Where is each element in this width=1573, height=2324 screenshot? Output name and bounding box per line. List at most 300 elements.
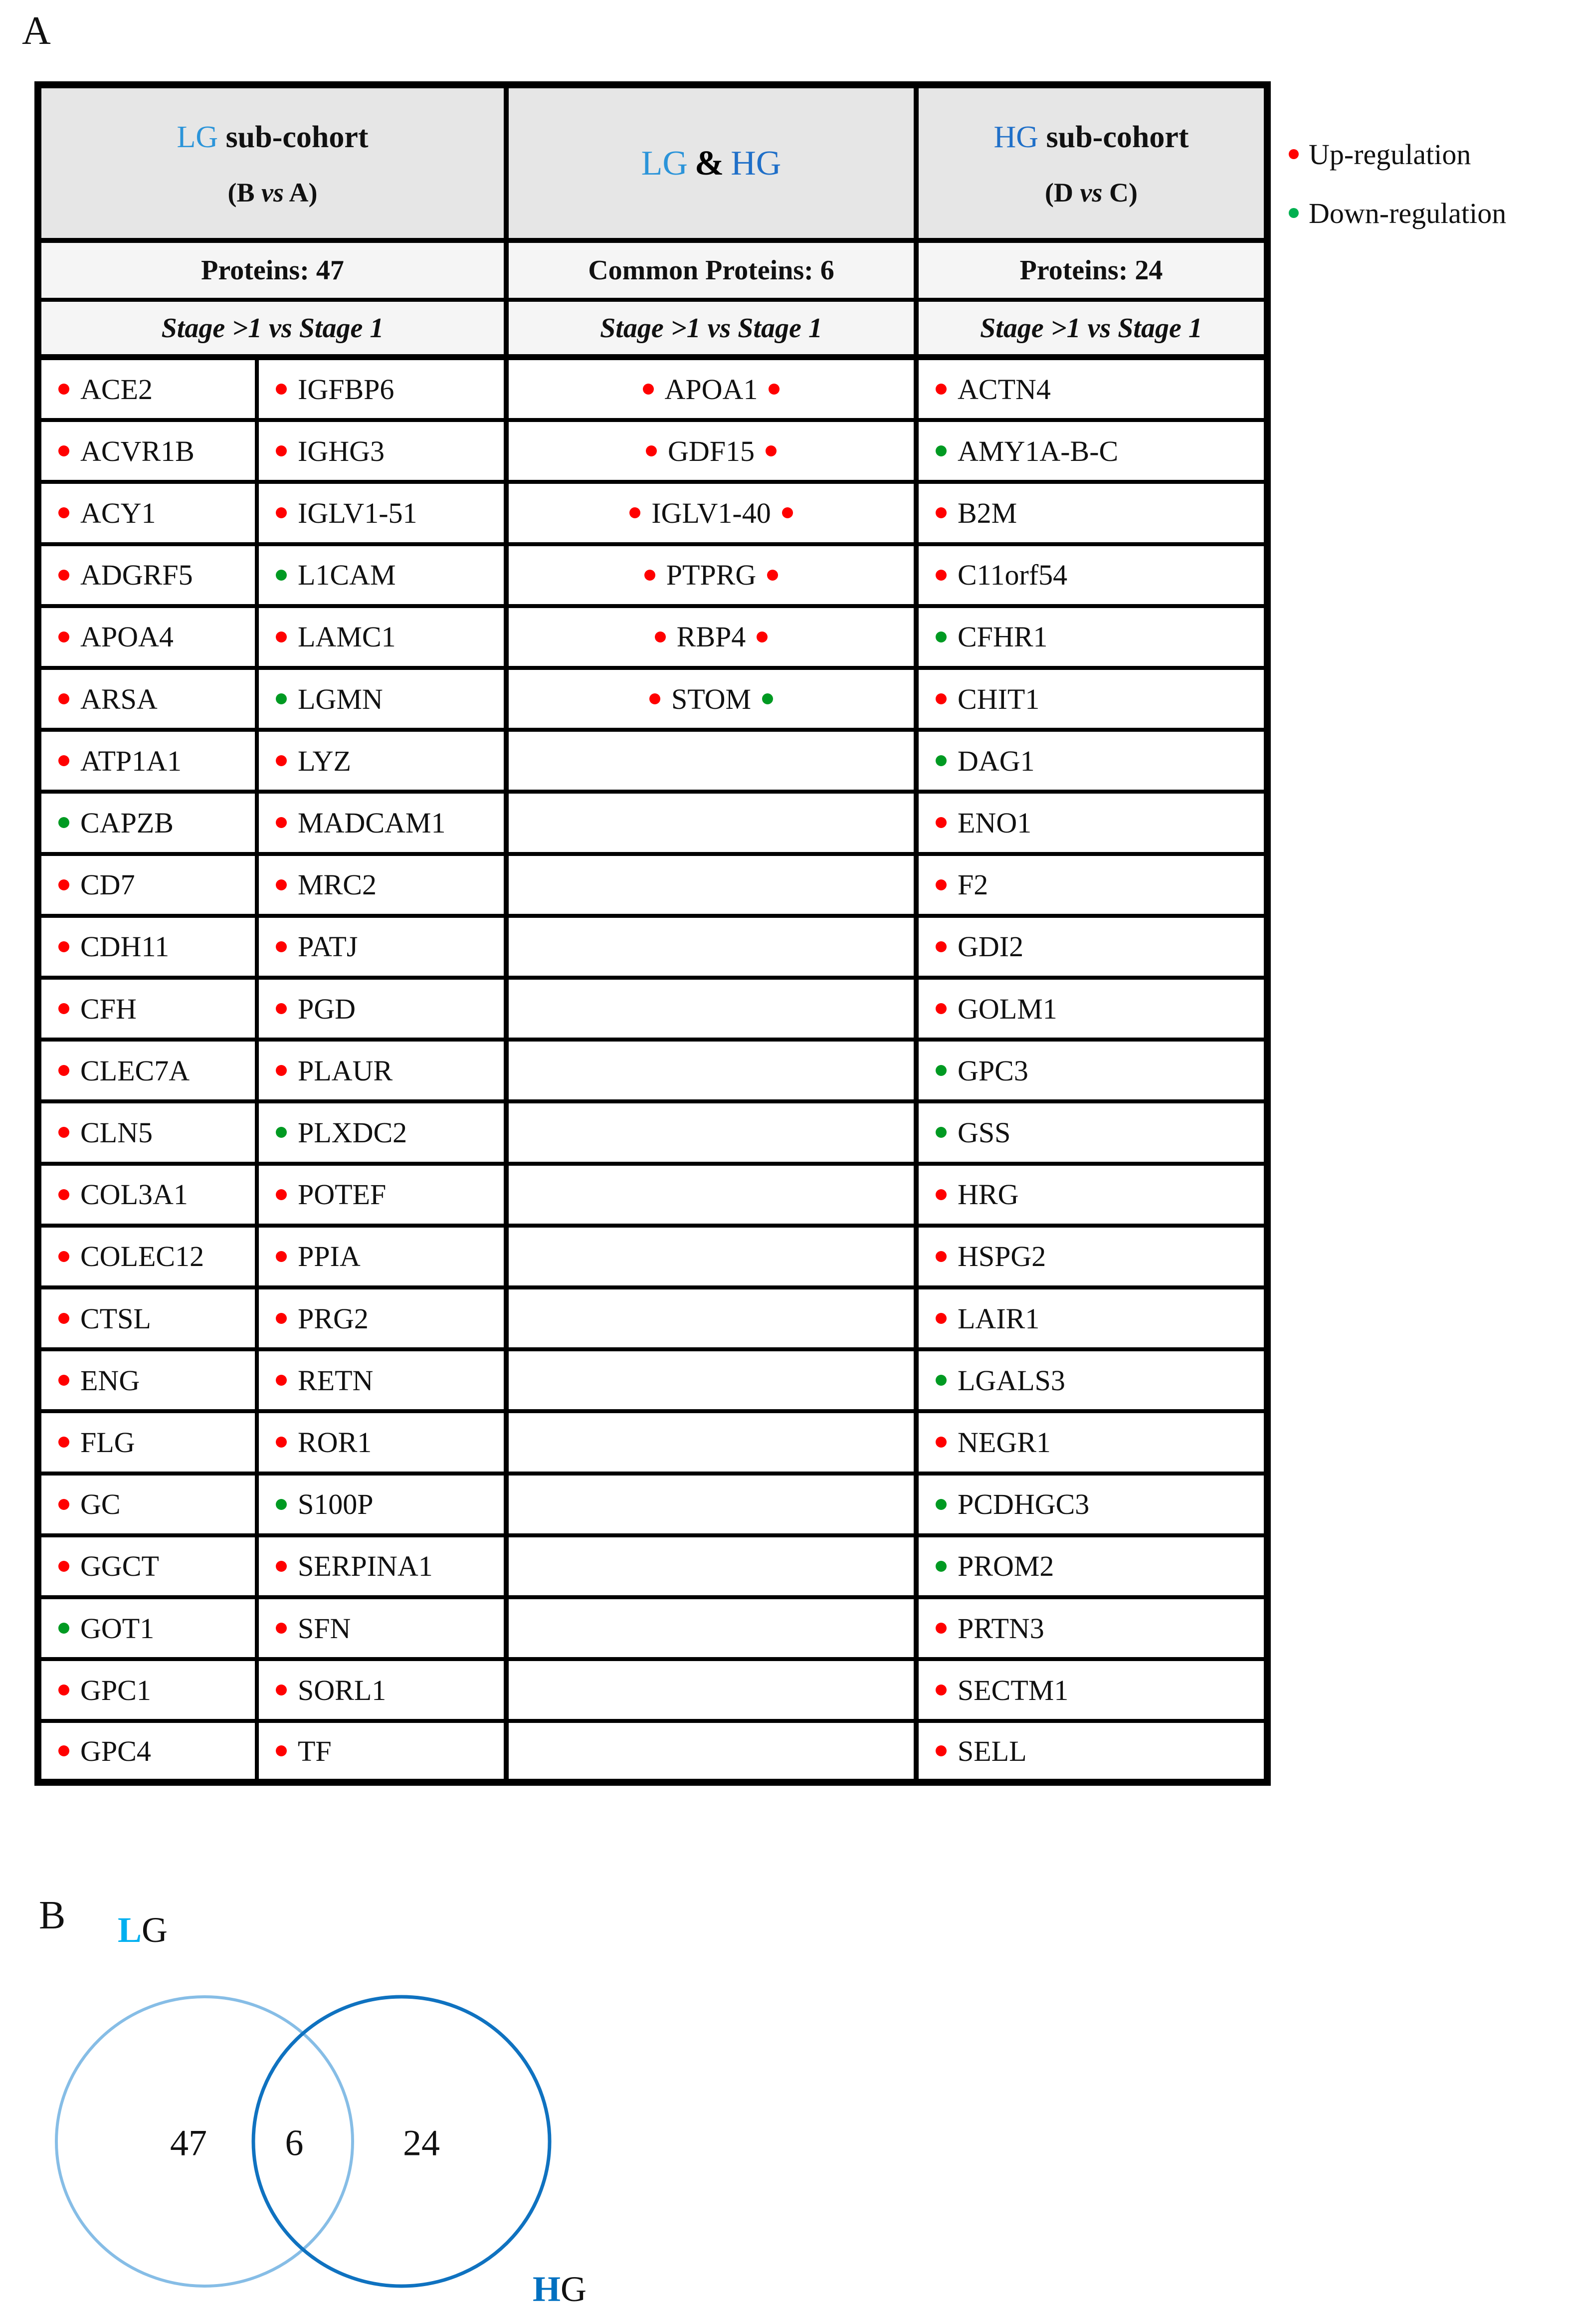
common-column-header <box>509 88 914 243</box>
lg-cell-right <box>259 1166 504 1224</box>
protein-name: STOM <box>671 682 752 715</box>
table-row <box>509 794 914 855</box>
common-cell <box>509 1723 914 1779</box>
green-dot-icon <box>1289 208 1299 218</box>
red-dot-icon <box>58 1499 69 1510</box>
lg-stage-label: Stage >1 vs Stage 1 <box>41 302 504 360</box>
venn-hg-only-count: 24 <box>403 2122 440 2164</box>
protein-name: ACE2 <box>80 373 153 406</box>
hg-cell <box>919 670 1264 728</box>
common-cell <box>509 1228 914 1285</box>
lg-cell-right <box>259 484 504 542</box>
ampersand: & <box>694 144 724 183</box>
lg-cell-left <box>41 608 259 666</box>
red-dot-icon <box>936 384 947 395</box>
lg-tag: LG <box>177 120 218 154</box>
table-row <box>41 1228 504 1289</box>
table-row <box>509 1661 914 1723</box>
lg-cell-left <box>41 670 259 728</box>
protein-name: ENG <box>80 1364 140 1397</box>
table-row <box>509 918 914 980</box>
hg-sub-cohort-column <box>919 88 1264 1779</box>
green-dot-icon <box>936 445 947 456</box>
red-dot-icon <box>936 1685 947 1695</box>
common-column-title <box>641 130 782 197</box>
green-dot-icon <box>762 693 773 704</box>
table-row <box>509 980 914 1042</box>
hg-stage-label: Stage >1 vs Stage 1 <box>919 302 1264 360</box>
red-dot-icon <box>58 384 69 395</box>
protein-name: PRG2 <box>298 1302 369 1335</box>
protein-name: CD7 <box>80 868 135 901</box>
red-dot-icon <box>629 507 640 518</box>
lg-cell-right <box>259 1228 504 1285</box>
red-dot-icon <box>936 1745 947 1756</box>
lg-cell-left <box>41 1723 259 1779</box>
red-dot-icon <box>936 1251 947 1262</box>
protein-name: RETN <box>298 1364 374 1397</box>
protein-name: IGLV1-40 <box>651 496 771 529</box>
table-row <box>41 546 504 608</box>
table-row <box>919 980 1264 1042</box>
lg-cell-right <box>259 1289 504 1347</box>
protein-name: APOA4 <box>80 621 174 653</box>
table-row <box>919 918 1264 980</box>
table-row <box>41 1661 504 1723</box>
green-dot-icon <box>276 570 287 581</box>
table-row <box>919 1476 1264 1537</box>
protein-name: GPC4 <box>80 1734 151 1767</box>
red-dot-icon <box>276 817 287 828</box>
red-dot-icon <box>276 384 287 395</box>
red-dot-icon <box>58 1189 69 1200</box>
lg-cell-left <box>41 794 259 851</box>
protein-name: PROM2 <box>958 1550 1054 1583</box>
lg-cell-left <box>41 1042 259 1099</box>
table-row <box>509 732 914 794</box>
comparison-vs: vs <box>261 177 284 208</box>
table-row <box>919 1723 1264 1779</box>
lg-cell-left <box>41 856 259 914</box>
protein-name: PPIA <box>298 1240 361 1273</box>
table-row <box>509 1103 914 1165</box>
common-cell <box>509 360 914 418</box>
common-cell <box>509 1476 914 1533</box>
red-dot-icon <box>58 1313 69 1324</box>
table-row <box>509 484 914 546</box>
protein-name: GOLM1 <box>958 992 1057 1025</box>
hg-cell <box>919 1351 1264 1409</box>
table-row <box>509 360 914 422</box>
green-dot-icon <box>276 1499 287 1510</box>
protein-name: PLAUR <box>298 1054 393 1087</box>
red-dot-icon <box>936 507 947 518</box>
lg-cell-left <box>41 546 259 604</box>
common-stage-label: Stage >1 vs Stage 1 <box>509 302 914 360</box>
table-row <box>41 1103 504 1165</box>
red-dot-icon <box>58 445 69 456</box>
table-row <box>509 1289 914 1351</box>
venn-l-letter: L <box>118 1910 142 1950</box>
table-row <box>919 1289 1264 1351</box>
table-row <box>509 1537 914 1599</box>
red-dot-icon <box>58 1127 69 1138</box>
protein-name: IGHG3 <box>298 434 385 467</box>
red-dot-icon <box>58 1437 69 1448</box>
table-row <box>509 1351 914 1413</box>
red-dot-icon <box>276 755 287 766</box>
common-cell <box>509 856 914 914</box>
hg-cell <box>919 546 1264 604</box>
hg-comparison <box>1045 167 1138 218</box>
hg-cell <box>919 1289 1264 1347</box>
green-dot-icon <box>276 1127 287 1138</box>
common-cell <box>509 608 914 666</box>
red-dot-icon <box>936 1003 947 1014</box>
protein-name: NEGR1 <box>958 1426 1051 1459</box>
protein-name: CFH <box>80 992 137 1025</box>
venn-intersection-count: 6 <box>285 2122 304 2164</box>
lg-cell-right <box>259 1413 504 1471</box>
table-row <box>509 1599 914 1661</box>
common-cell <box>509 732 914 790</box>
table-row <box>509 422 914 484</box>
table-row <box>41 1351 504 1413</box>
protein-name: MADCAM1 <box>298 806 446 839</box>
red-dot-icon <box>276 1623 287 1634</box>
table-row <box>919 1103 1264 1165</box>
table-row <box>509 856 914 918</box>
red-dot-icon <box>276 632 287 642</box>
lg-cell-left <box>41 1476 259 1533</box>
red-dot-icon <box>58 879 69 890</box>
regulation-legend <box>1289 125 1506 242</box>
comparison-part: (B <box>227 177 261 208</box>
table-row <box>41 732 504 794</box>
lg-cell-left <box>41 1351 259 1409</box>
protein-name: ACVR1B <box>80 434 195 467</box>
red-dot-icon <box>276 879 287 890</box>
table-row <box>41 1413 504 1475</box>
lg-cell-left <box>41 1289 259 1347</box>
protein-name: LYZ <box>298 744 351 777</box>
venn-g-letter: G <box>561 2269 587 2309</box>
table-row <box>509 670 914 732</box>
hg-cell <box>919 918 1264 976</box>
comparison-vs: vs <box>1080 177 1103 208</box>
protein-name: FLG <box>80 1426 135 1459</box>
table-row <box>919 608 1264 670</box>
red-dot-icon <box>58 632 69 642</box>
table-row <box>41 856 504 918</box>
lg-cell-right <box>259 1537 504 1595</box>
lg-cell-right <box>259 1042 504 1099</box>
venn-lg-only-count: 47 <box>170 2122 207 2164</box>
common-cell <box>509 1289 914 1347</box>
hg-cell <box>919 1723 1264 1779</box>
protein-name: GGCT <box>80 1550 159 1583</box>
protein-name: ARSA <box>80 682 158 715</box>
venn-circles <box>0 1846 648 2322</box>
table-row <box>919 1661 1264 1723</box>
common-cell <box>509 1413 914 1471</box>
lg-protein-rows <box>41 360 504 1779</box>
red-dot-icon <box>936 1437 947 1448</box>
table-row <box>919 1351 1264 1413</box>
lg-cell-left <box>41 732 259 790</box>
red-dot-icon <box>58 1065 69 1076</box>
table-row <box>41 1289 504 1351</box>
comparison-part: A) <box>283 177 318 208</box>
protein-name: LAIR1 <box>958 1302 1040 1335</box>
protein-name: LGMN <box>298 682 383 715</box>
hg-tag: HG <box>993 120 1039 154</box>
venn-lg-label <box>118 1909 168 1951</box>
red-dot-icon <box>58 755 69 766</box>
hg-title-rest: sub-cohort <box>1046 120 1189 154</box>
protein-name: SELL <box>958 1734 1027 1767</box>
lg-column-header <box>41 88 504 243</box>
table-row <box>509 1166 914 1228</box>
protein-name: HRG <box>958 1178 1019 1211</box>
protein-name: COL3A1 <box>80 1178 188 1211</box>
red-dot-icon <box>276 445 287 456</box>
protein-name: L1CAM <box>298 559 396 592</box>
venn-h-letter: H <box>533 2269 561 2309</box>
lg-cell-right <box>259 670 504 728</box>
green-dot-icon <box>936 1375 947 1386</box>
protein-name: ACTN4 <box>958 373 1051 406</box>
red-dot-icon <box>782 507 793 518</box>
lg-cell-left <box>41 1537 259 1595</box>
red-dot-icon <box>766 445 777 456</box>
table-row <box>41 1166 504 1228</box>
protein-name: S100P <box>298 1488 374 1521</box>
table-row <box>41 980 504 1042</box>
red-dot-icon <box>58 1375 69 1386</box>
hg-cell <box>919 732 1264 790</box>
green-dot-icon <box>936 632 947 642</box>
table-row <box>919 794 1264 855</box>
green-dot-icon <box>276 693 287 704</box>
table-row <box>919 484 1264 546</box>
comparison-part: C) <box>1102 177 1138 208</box>
lg-cell-right <box>259 1476 504 1533</box>
table-row <box>41 918 504 980</box>
protein-name: GPC3 <box>958 1054 1028 1087</box>
table-row <box>41 484 504 546</box>
common-cell <box>509 1166 914 1224</box>
hg-protein-count: Proteins: 24 <box>919 243 1264 302</box>
protein-name: IGLV1-51 <box>298 496 417 529</box>
lg-cell-left <box>41 360 259 418</box>
table-row <box>41 608 504 670</box>
red-dot-icon <box>936 941 947 952</box>
table-row <box>509 1723 914 1779</box>
hg-cell <box>919 1103 1264 1161</box>
common-cell <box>509 1042 914 1099</box>
red-dot-icon <box>936 570 947 581</box>
legend-label: Up-regulation <box>1309 138 1471 171</box>
protein-name: B2M <box>958 496 1017 529</box>
hg-cell <box>919 1228 1264 1285</box>
table-row <box>919 732 1264 794</box>
table-row <box>919 1599 1264 1661</box>
hg-cell <box>919 1042 1264 1099</box>
common-cell <box>509 484 914 542</box>
red-dot-icon <box>58 1745 69 1756</box>
protein-name: APOA1 <box>664 373 758 406</box>
red-dot-icon <box>936 879 947 890</box>
lg-cell-right <box>259 980 504 1038</box>
protein-name: GOT1 <box>80 1612 155 1645</box>
protein-name: GPC1 <box>80 1674 151 1706</box>
red-dot-icon <box>276 1065 287 1076</box>
red-dot-icon <box>58 1003 69 1014</box>
protein-name: PTPRG <box>666 559 757 592</box>
lg-sub-cohort-column <box>41 88 509 1779</box>
table-row <box>41 794 504 855</box>
red-dot-icon <box>655 632 666 642</box>
legend-item-up <box>1289 125 1506 184</box>
protein-name: RBP4 <box>676 621 746 653</box>
protein-name: MRC2 <box>298 868 377 901</box>
protein-name: ACY1 <box>80 496 156 529</box>
hg-cell <box>919 422 1264 480</box>
table-row <box>41 670 504 732</box>
table-row <box>919 856 1264 918</box>
hg-cell <box>919 1413 1264 1471</box>
lg-cell-left <box>41 1413 259 1471</box>
lg-cell-left <box>41 918 259 976</box>
table-row <box>919 1413 1264 1475</box>
common-cell <box>509 794 914 851</box>
table-row <box>509 1228 914 1289</box>
hg-tag: HG <box>731 144 782 183</box>
common-cell <box>509 546 914 604</box>
protein-name: LGALS3 <box>958 1364 1065 1397</box>
panel-b-label: B <box>39 1894 66 1937</box>
common-cell <box>509 1661 914 1719</box>
red-dot-icon <box>58 1251 69 1262</box>
red-dot-icon <box>276 1437 287 1448</box>
hg-cell <box>919 1166 1264 1224</box>
red-dot-icon <box>936 1313 947 1324</box>
lg-tag: LG <box>641 144 688 183</box>
red-dot-icon <box>58 507 69 518</box>
protein-name: CLN5 <box>80 1116 153 1149</box>
protein-name: SORL1 <box>298 1674 387 1706</box>
lg-cell-left <box>41 1661 259 1719</box>
comparison-part: (D <box>1045 177 1080 208</box>
table-row <box>919 546 1264 608</box>
red-dot-icon <box>936 1189 947 1200</box>
protein-name: GDI2 <box>958 930 1024 963</box>
common-cell <box>509 1599 914 1657</box>
hg-cell <box>919 794 1264 851</box>
red-dot-icon <box>936 1623 947 1634</box>
hg-cell <box>919 980 1264 1038</box>
red-dot-icon <box>58 570 69 581</box>
lg-comparison <box>228 167 318 218</box>
hg-cell <box>919 1537 1264 1595</box>
red-dot-icon <box>276 1745 287 1756</box>
protein-name: SECTM1 <box>958 1674 1069 1706</box>
protein-name: SERPINA1 <box>298 1550 433 1583</box>
red-dot-icon <box>767 570 778 581</box>
table-row <box>919 1166 1264 1228</box>
table-row <box>41 1042 504 1103</box>
table-row <box>919 422 1264 484</box>
table-row <box>919 1042 1264 1103</box>
protein-name: CAPZB <box>80 806 174 839</box>
protein-name: AMY1A-B-C <box>958 434 1119 467</box>
protein-name: F2 <box>958 868 988 901</box>
legend-item-down <box>1289 184 1506 242</box>
hg-cell <box>919 484 1264 542</box>
common-cell <box>509 1537 914 1595</box>
table-row <box>41 1537 504 1599</box>
lg-cell-left <box>41 484 259 542</box>
green-dot-icon <box>936 755 947 766</box>
common-protein-rows <box>509 360 914 1779</box>
protein-name: ATP1A1 <box>80 744 182 777</box>
table-row <box>41 360 504 422</box>
lg-cell-right <box>259 1103 504 1161</box>
red-dot-icon <box>276 1313 287 1324</box>
protein-name: TF <box>298 1734 332 1767</box>
lg-column-title <box>177 108 368 167</box>
red-dot-icon <box>276 507 287 518</box>
lg-title-rest: sub-cohort <box>225 120 369 154</box>
red-dot-icon <box>276 1251 287 1262</box>
protein-name: POTEF <box>298 1178 387 1211</box>
protein-name: ROR1 <box>298 1426 372 1459</box>
hg-protein-rows <box>919 360 1264 1779</box>
red-dot-icon <box>276 1375 287 1386</box>
green-dot-icon <box>936 1127 947 1138</box>
green-dot-icon <box>936 1499 947 1510</box>
lg-cell-right <box>259 422 504 480</box>
protein-name: GSS <box>958 1116 1011 1149</box>
red-dot-icon <box>58 1685 69 1695</box>
protein-name: CLEC7A <box>80 1054 190 1087</box>
protein-name: SFN <box>298 1612 351 1645</box>
lg-cell-left <box>41 1103 259 1161</box>
protein-name: COLEC12 <box>80 1240 204 1273</box>
common-cell <box>509 422 914 480</box>
table-row <box>509 546 914 608</box>
table-row <box>919 670 1264 732</box>
hg-cell <box>919 856 1264 914</box>
red-dot-icon <box>1289 149 1299 159</box>
protein-name: CHIT1 <box>958 682 1040 715</box>
protein-name: GC <box>80 1488 121 1521</box>
lg-cell-right <box>259 794 504 851</box>
lg-cell-right <box>259 360 504 418</box>
hg-cell <box>919 1476 1264 1533</box>
panel-a-label: A <box>22 9 51 53</box>
protein-name: ENO1 <box>958 806 1032 839</box>
hg-cell <box>919 1599 1264 1657</box>
red-dot-icon <box>276 1003 287 1014</box>
red-dot-icon <box>58 1561 69 1572</box>
common-cell <box>509 1103 914 1161</box>
table-row <box>509 1476 914 1537</box>
lg-cell-right <box>259 918 504 976</box>
table-row <box>509 1042 914 1103</box>
protein-name: LAMC1 <box>298 621 396 653</box>
